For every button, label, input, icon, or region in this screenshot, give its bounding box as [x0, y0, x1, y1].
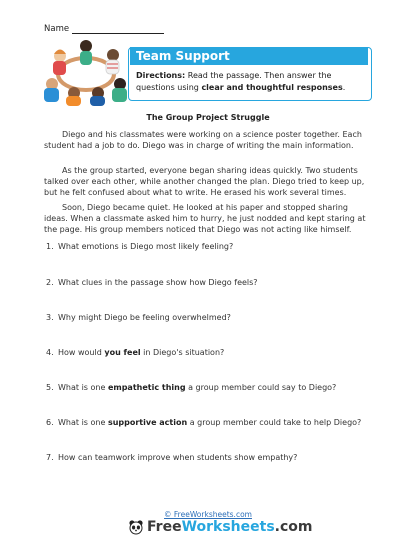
directions-emphasis: clear and thoughtful responses — [201, 83, 343, 92]
question-text: What clues in the passage show how Diego feels? — [58, 278, 258, 287]
question-text-end: a group member could say to Diego? — [185, 383, 337, 392]
question-text: What is one — [58, 418, 108, 427]
directions-label: Directions: — [136, 71, 186, 80]
logo-free: Free — [147, 519, 182, 535]
question-number: 6. — [46, 418, 54, 427]
question-text: Why might Diego be feeling overwhelmed? — [58, 313, 231, 322]
question-text: What emotions is Diego most likely feeling? — [58, 242, 234, 251]
question-3 — [46, 313, 376, 322]
logo-wordmark — [147, 519, 312, 535]
question-1 — [46, 242, 376, 251]
question-number: 2. — [46, 278, 54, 287]
group-of-students-circle-illustration — [40, 38, 132, 106]
panda-icon — [128, 519, 144, 535]
story-title: The Group Project Struggle — [146, 113, 270, 122]
question-4 — [46, 348, 376, 357]
freeworksheets-logo[interactable] — [128, 518, 312, 536]
story-paragraph-3: Soon, Diego became quiet. He looked at his paper and stopped sharing ideas. When a classmate asked him to hurry, he just nodded and kept staring at the page. His group members noticed that Diego was not acting like himself. — [44, 203, 366, 234]
worksheet-title: Team Support — [130, 47, 368, 65]
name-blank-line[interactable] — [72, 24, 164, 34]
question-number: 7. — [46, 453, 54, 462]
story-paragraph-1: Diego and his classmates were working on a science poster together. Each student had a job to do. Diego was in charge of writing the main information. — [44, 130, 362, 150]
question-number: 4. — [46, 348, 54, 357]
name-field-row — [44, 24, 164, 34]
story-paragraph-2: As the group started, everyone began sharing ideas quickly. Two students talked over each other, while another changed the plan. Diego tried to keep up, but he felt confused about what to write. He erased his work several times. — [44, 166, 365, 197]
copyright-link[interactable]: © FreeWorksheets.com — [164, 510, 252, 519]
question-text-end: a group member could take to help Diego? — [187, 418, 362, 427]
question-number: 5. — [46, 383, 54, 392]
name-label: Name — [44, 24, 70, 34]
question-text: What is one — [58, 383, 108, 392]
directions-body: Read the passage. Then answer the questions using — [136, 71, 332, 92]
question-5 — [46, 383, 376, 392]
question-number: 1. — [46, 242, 54, 251]
question-emphasis: empathetic thing — [107, 383, 186, 392]
question-text-end: in Diego's situation? — [140, 348, 225, 357]
question-emphasis: supportive action — [107, 418, 188, 427]
logo-com: .com — [274, 519, 313, 535]
question-emphasis: you feel — [104, 348, 141, 357]
question-7 — [46, 453, 376, 462]
question-text: How would — [58, 348, 105, 357]
question-2 — [46, 278, 376, 287]
directions-end: . — [342, 83, 346, 92]
logo-worksheets: Worksheets — [181, 519, 275, 535]
question-number: 3. — [46, 313, 54, 322]
question-text: How can teamwork improve when students show empathy? — [58, 453, 298, 462]
question-6 — [46, 418, 376, 427]
directions-text — [136, 70, 368, 94]
